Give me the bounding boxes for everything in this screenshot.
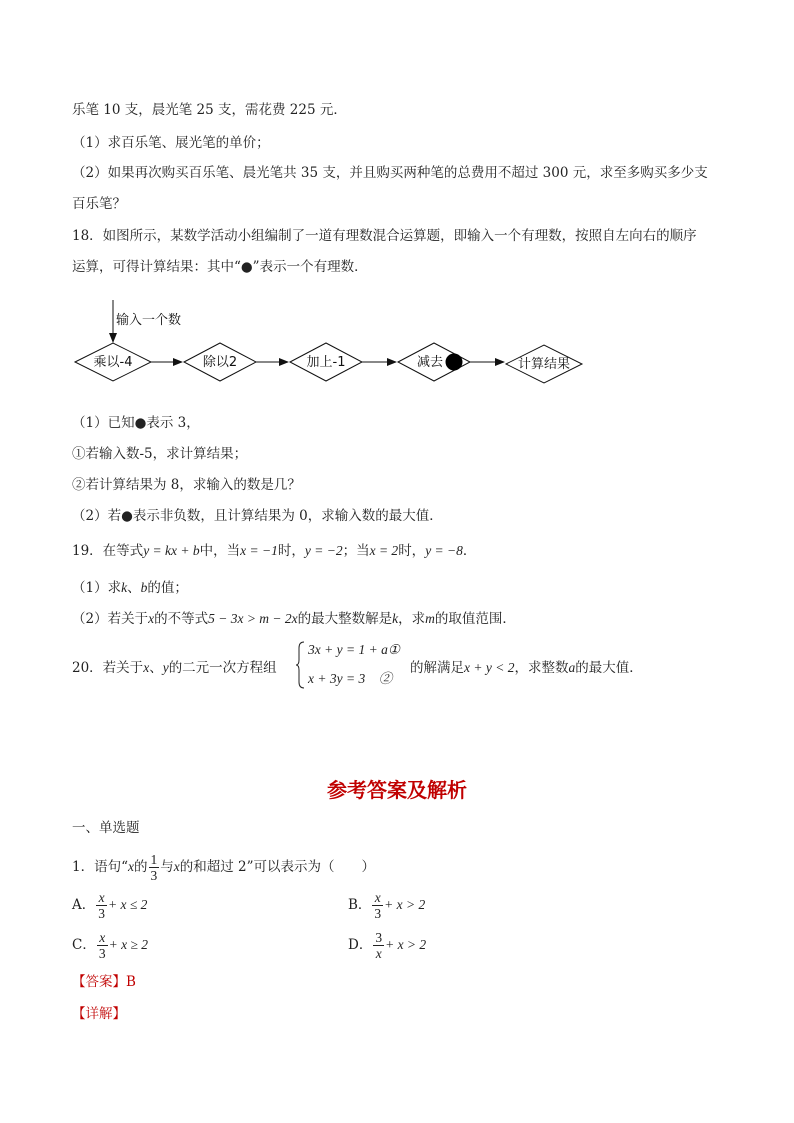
q18-part1-a: ①若输入数-5，求计算结果；	[72, 446, 248, 462]
q20-stem-left: 20．若关于x、y的二元一次方程组	[72, 660, 277, 676]
option-a: A． $\frac{x}{3}$ + x ≤ 2	[72, 890, 148, 921]
flow-step-1-label: 乘以-4	[93, 355, 133, 370]
q20-equation-1: 3x + y = 1 + a①	[308, 642, 400, 657]
answer-value: B	[126, 974, 136, 990]
q17-part1: （1）求百乐笔、展光笔的单价；	[72, 135, 270, 151]
detail-label: 【详解】	[72, 1006, 126, 1022]
answer-section-title: 参考答案及解析	[327, 778, 467, 802]
answer-line	[72, 972, 136, 992]
option-c: C． $\frac{x}{3}$ + x ≥ 2	[72, 930, 148, 961]
q20-stem-right: 的解满足x + y < 2，求整数a的最大值．	[410, 660, 643, 676]
q19-stem: 19．在等式y = kx + b中，当x = −1时，y = −2；当x = 2时，y = −8．	[72, 543, 477, 559]
answer-label: 【答案】	[72, 974, 126, 990]
fraction-one-third: $\frac{1}{3}$	[150, 852, 158, 883]
option-b: B． $\frac{x}{3}$ + x > 2	[348, 890, 426, 921]
q19-part1: （1）求k、b的值；	[72, 580, 188, 596]
flow-dot-icon	[446, 354, 463, 371]
flow-result-label: 计算结果	[517, 357, 571, 372]
q17-continuation: 乐笔 10 支，晨光笔 25 支，需花费 225 元．	[72, 102, 347, 118]
q19-equation: y = kx + b	[143, 543, 200, 558]
answer-q1-stem: 1．语句“x的 $\frac{1}{3}$ 与x的和超过 2”可以表示为（ ）	[72, 852, 376, 883]
q17-part2-line1: （2）如果再次购买百乐笔、晨光笔共 35 支，并且购买两种笔的总费用不超过 300 元，求至多购买多少支	[72, 165, 708, 181]
flow-input-label: 输入一个数	[116, 313, 182, 328]
q18-part2: （2）若●表示非负数，且计算结果为 0，求输入数的最大值．	[72, 508, 443, 524]
q19-part2: （2）若关于x的不等式5 − 3x > m − 2x的最大整数解是k，求m的取值范围．	[72, 611, 516, 627]
answer-section-heading: 一、单选题	[72, 820, 140, 836]
q20-equation-2: x + 3y = 3 ②	[308, 671, 393, 686]
q20-equation-system	[296, 640, 408, 690]
flow-step-2-label: 除以2	[202, 355, 238, 370]
q18-part1: （1）已知●表示 3，	[72, 415, 200, 431]
q18-stem-line1: 18．如图所示，某数学活动小组编制了一道有理数混合运算题，即输入一个有理数，按照自左向右的顺序	[72, 228, 697, 244]
flow-step-3-label: 加上-1	[306, 355, 346, 370]
option-d: D． $\frac{3}{x}$ + x > 2	[348, 930, 427, 961]
q18-stem-line2: 运算，可得计算结果：其中“●”表示一个有理数．	[72, 259, 368, 275]
q18-part1-b: ②若计算结果为 8，求输入的数是几？	[72, 477, 301, 493]
q17-part2-line2: 百乐笔？	[72, 196, 126, 212]
q18-flowchart	[70, 296, 590, 396]
q19-inequality: 5 − 3x > m − 2x	[208, 611, 298, 626]
flow-step-4-label: 减去	[416, 355, 444, 370]
